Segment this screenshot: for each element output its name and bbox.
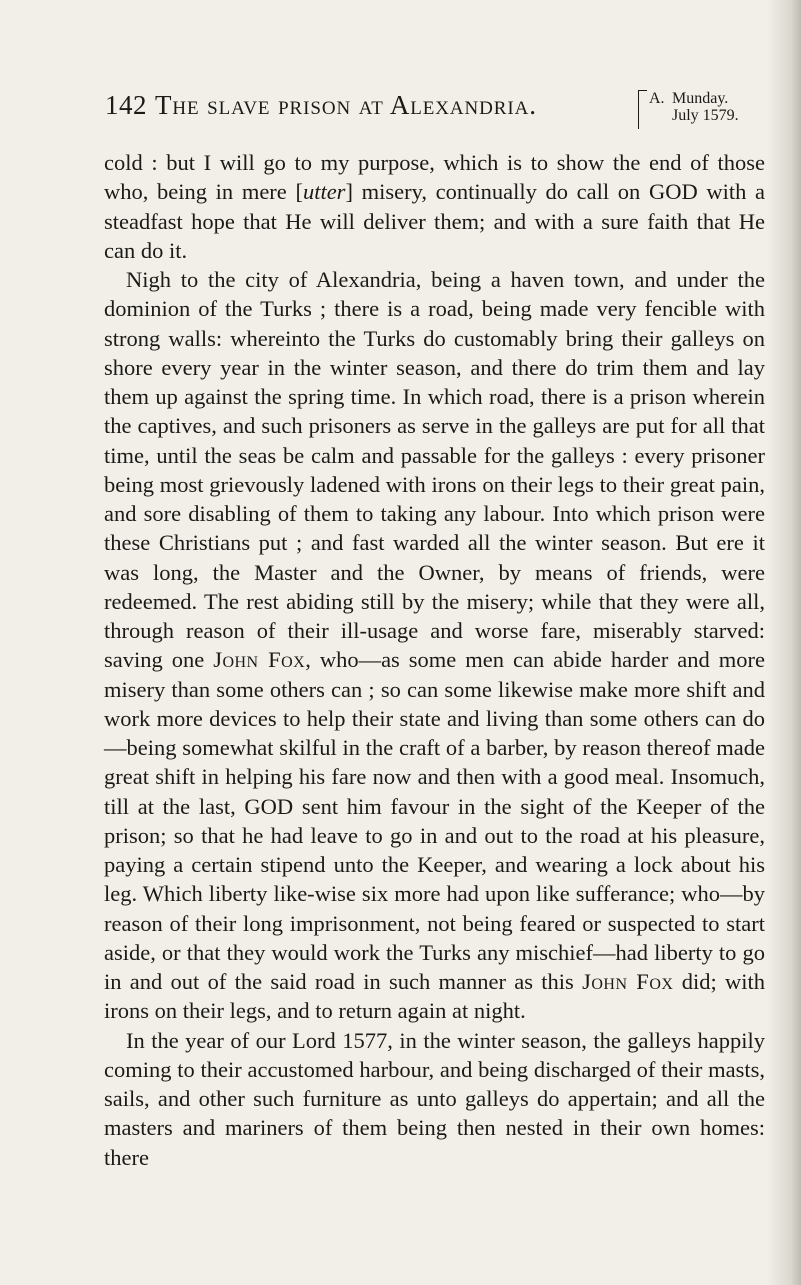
side-note-author: Munday. <box>672 90 729 107</box>
p1-part2: ] misery, continually do call on GOD with a steadfast hope that He will deliver them; and with a sure faith that He can do it. <box>104 179 765 263</box>
body-text <box>104 148 765 1172</box>
p1-emphasis: utter <box>302 179 346 205</box>
side-note <box>638 86 766 130</box>
paragraph-3 <box>104 1026 765 1172</box>
page-number: 142 <box>105 90 147 120</box>
paragraph-2 <box>104 265 765 1026</box>
side-note-prefix: A. <box>649 90 665 107</box>
running-header <box>105 84 765 134</box>
p2-part3: did; with irons on their legs, and to return again at night. <box>104 969 766 1024</box>
side-note-date: July 1579. <box>672 107 739 124</box>
running-title: The slave prison at Alexandria. <box>155 90 537 120</box>
p2-part2: , who—as some men can abide harder and more misery than some others can ; so can some likewise make more shift and work more devices to help their state and living than some others can do—being somewhat skilful in the craft of a barber, by reason thereof made great shift in helping his fare now and then with a good meal. Insomuch, till at the last, GOD sent him favour in the sight of the Keeper of the prison; so that he had leave to go in and out to the road at his pleasure, paying a certain stipend unto the Keeper, and wearing a lock about his leg. Which liberty like-wise six more had upon like sufferance; who—by reason of their long imprisonment, not being feared or suspected to start aside, or that they would work the Turks any mischief—had liberty to go in and out of the said road in such manner as this <box>104 647 765 994</box>
page-edge-shadow <box>767 0 801 1285</box>
p3-text: In the year of our Lord 1577, in the winter season, the galleys happily coming to their accustomed harbour, and being discharged of their masts, sails, and other such furniture as unto galleys do appertain; and all the masters and mariners of them being then nested in their own homes: there <box>104 1027 765 1170</box>
paragraph-1 <box>104 148 765 265</box>
bracket-icon <box>638 90 647 129</box>
p2-name-1: John Fox <box>213 647 306 673</box>
p2-name-2: John Fox <box>582 969 674 994</box>
p1-part1: cold : but I will go to my purpose, which is to show the end of those who, being in mere [ <box>104 150 765 205</box>
p2-part1: Nigh to the city of Alexandria, being a haven town, and under the dominion of the Turks ; there is a road, being made very fencible with strong walls: whereinto the Turks do customably bring their galleys on shore every year in the winter season, and there do trim them and lay them up against the spring time. In which road, there is a prison wherein the captives, and such prisoners as serve in the galleys are put for all that time, until the seas be calm and passable for the galleys : every prisoner being most grievously ladened with irons on their legs to their great pain, and sore disabling of them to taking any labour. Into which prison were these Christians put ; and fast warded all the winter season. But ere it was long, the Master and the Owner, by means of friends, were redeemed. The rest abiding still by the misery; while that they were all, through reason of their ill-usage and worse fare, miserably starved: saving one <box>104 267 765 673</box>
